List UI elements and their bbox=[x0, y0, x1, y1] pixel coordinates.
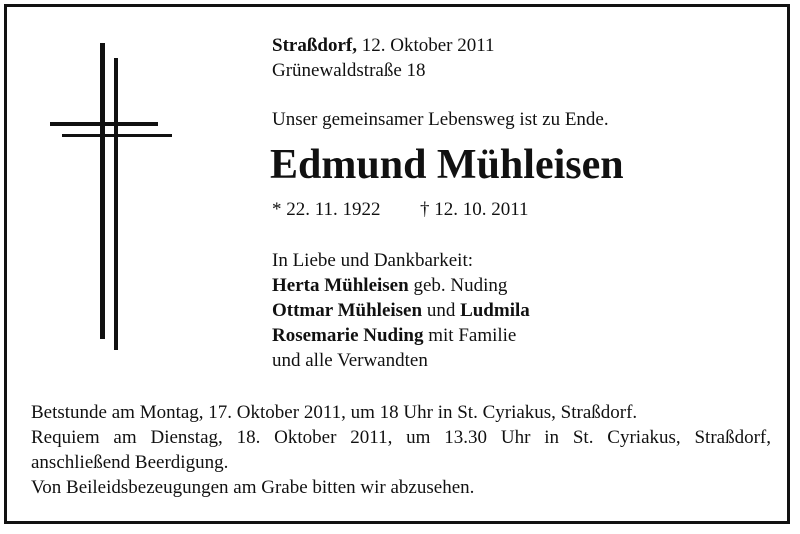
birth-date: * 22. 11. 1922 bbox=[272, 199, 381, 220]
service-information bbox=[31, 400, 771, 500]
place: Straßdorf, bbox=[272, 35, 357, 56]
vigil-info: Betstunde am Montag, 17. Oktober 2011, um 18 Uhr in St. Cyriakus, Straßdorf. bbox=[31, 402, 638, 423]
place-date-line bbox=[272, 33, 495, 58]
burial-info: anschließend Beerdigung. bbox=[31, 452, 229, 473]
mourner-name: Ottmar Mühleisen bbox=[272, 300, 423, 321]
cross-vertical-bar-offset bbox=[114, 58, 118, 350]
requiem-info: Requiem am Dienstag, 18. Oktober 2011, um 13.30 Uhr in St. Cyriakus, Straßdorf, bbox=[31, 427, 771, 448]
mourner-line: und alle Verwandten bbox=[272, 350, 428, 371]
mourner-line bbox=[272, 273, 507, 298]
mourner-name: Rosemarie Nuding bbox=[272, 325, 424, 346]
mourner-note: geb. Nuding bbox=[413, 275, 508, 296]
date: 12. Oktober 2011 bbox=[361, 35, 495, 56]
cross-horizontal-bar-offset bbox=[62, 134, 172, 137]
mourner-note: mit Familie bbox=[428, 325, 517, 346]
mourners-intro: In Liebe und Dankbarkeit: bbox=[272, 250, 474, 271]
cross-horizontal-bar bbox=[50, 122, 158, 126]
mourner-name: Herta Mühleisen bbox=[272, 275, 409, 296]
street-address: Grünewaldstraße 18 bbox=[272, 60, 426, 81]
condolence-note: Von Beileidsbezeugungen am Grabe bitten wir abzusehen. bbox=[31, 477, 475, 498]
motto: Unser gemeinsamer Lebensweg ist zu Ende. bbox=[272, 109, 609, 130]
mourner-line bbox=[272, 323, 516, 348]
mourner-name: Ludmila bbox=[460, 300, 530, 321]
mourner-line bbox=[272, 298, 530, 323]
cross-vertical-bar bbox=[100, 43, 105, 339]
deceased-name: Edmund Mühleisen bbox=[270, 142, 624, 188]
death-date: † 12. 10. 2011 bbox=[420, 199, 529, 220]
mourner-conjunction: und bbox=[426, 300, 456, 321]
